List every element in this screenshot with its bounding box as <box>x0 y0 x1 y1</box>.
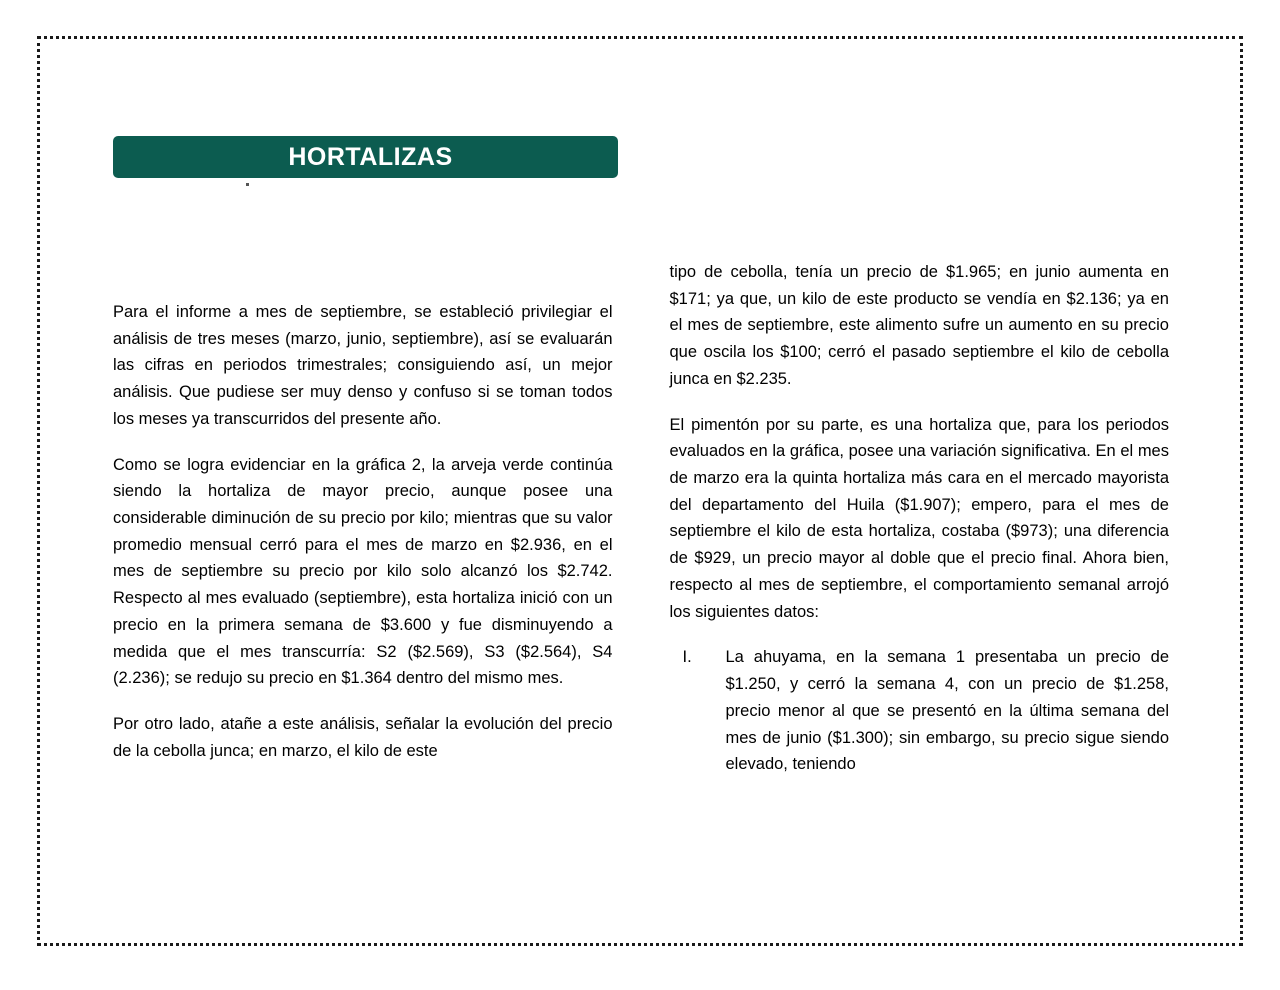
two-column-body <box>113 259 1169 778</box>
right-column <box>670 259 1170 778</box>
left-column <box>113 259 613 778</box>
paragraph: Por otro lado, atañe a este análisis, señalar la evolución del precio de la cebolla junca; en marzo, el kilo de este <box>113 715 613 760</box>
list-item-text: La ahuyama, en la semana 1 presentaba un precio de $1.250, y cerró la semana 4, con un precio de $1.258, precio menor al que se presentó en la última semana del mes de junio ($1.300); sin embargo, su precio sigue siendo elevado, teniendo <box>725 648 1169 774</box>
paragraph: El pimentón por su parte, es una hortaliza que, para los periodos evaluados en la gráfica, posee una variación significativa. En el mes de marzo era la quinta hortaliza más cara en el mercado mayorista del departamento del Huila ($1.907); empero, para el mes de septiembre el kilo de esta hortaliza, costaba ($973); una diferencia de $929, un precio mayor al doble que el precio final. Ahora bien, respecto al mes de septiembre, el comportamiento semanal arrojó los siguientes datos: <box>669 415 1169 621</box>
stray-mark <box>246 183 249 186</box>
paragraph: Como se logra evidenciar en la gráfica 2, la arveja verde continúa siendo la hortaliza de mayor precio, aunque posee una considerable diminución de su precio por kilo; mientras que su valor promedio mensual cerró para el mes de marzo en $2.936, en el mes de septiembre su precio por kilo solo alcanzó los $2.742. Respecto al mes evaluado (septiembre), esta hortaliza inició con un precio en la primera semana de $3.600 y fue disminuyendo a medida que el mes transcurría: S2 ($2.569), S3 ($2.564), S4 (2.236); se redujo su precio en $1.364 dentro del mismo mes. <box>113 455 613 688</box>
section-title-banner <box>113 136 618 178</box>
paragraph: Para el informe a mes de septiembre, se estableció privilegiar el análisis de tres meses (marzo, junio, septiembre), así se evaluarán las cifras en periodos trimestrales; consiguiendo así, un mejor análisis. Que pudiese ser muy denso y confuso si se toman todos los meses ya transcurridos del presente año. <box>113 303 613 428</box>
section-title: HORTALIZAS <box>288 142 453 171</box>
list-item <box>670 644 1170 778</box>
ordered-list <box>670 644 1170 778</box>
page-content <box>113 136 1169 876</box>
paragraph: tipo de cebolla, tenía un precio de $1.965; en junio aumenta en $171; ya que, un kilo de este producto se vendía en $2.136; ya en el mes de septiembre, este alimento sufre un aumento en su precio que oscila los $100; cerró el pasado septiembre el kilo de cebolla junca en $2.235. <box>669 263 1169 388</box>
list-item-marker: I. <box>682 648 692 667</box>
